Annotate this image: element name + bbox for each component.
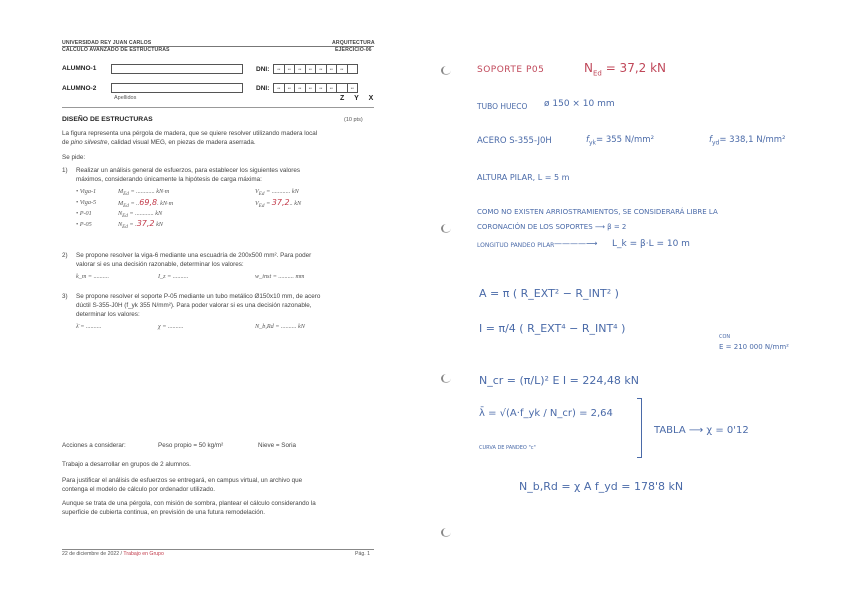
ned-sub: Ed bbox=[592, 69, 602, 78]
bracing-line-2: CORONACIÓN DE LOS SOPORTES ⟶ β = 2 bbox=[477, 223, 627, 231]
m-label: M bbox=[118, 188, 124, 195]
fyk-line bbox=[586, 135, 654, 147]
ned-value: = 37,2 kN bbox=[605, 61, 667, 75]
bracket bbox=[637, 398, 642, 458]
ned-line bbox=[584, 61, 666, 77]
note-3a: Aunque se trata de una pérgola, con misión de sombra, plantear el cálculo considerando la bbox=[62, 500, 316, 507]
intro-text: , calidad visual MEG, en piezas de madera aserrada. bbox=[107, 139, 256, 146]
buckling-label: LONGITUD PANDEO PILAR bbox=[477, 242, 555, 249]
actions-self-weight: Peso propio = 50 kg/m² bbox=[158, 442, 224, 449]
actions-snow: Nieve = Soria bbox=[258, 442, 296, 449]
v-sub: Ed bbox=[258, 203, 265, 210]
v-unit: kN bbox=[291, 188, 299, 195]
intro-text: de bbox=[62, 139, 71, 146]
con-label: CON bbox=[719, 334, 731, 340]
q1-number: 1) bbox=[62, 167, 68, 174]
q3-field-1: λ̄ = .......... bbox=[76, 323, 102, 330]
q3-number: 3) bbox=[62, 293, 68, 300]
q3-text-3: determinar los valores: bbox=[76, 311, 140, 318]
lambda-formula: λ̄ = √(A·f_yk / N_cr) = 2,64 bbox=[479, 408, 613, 419]
q1-row-4-element: • P-05 bbox=[76, 221, 92, 228]
exercise-id: EJERCICIO-06 bbox=[335, 47, 372, 53]
exercise-sheet bbox=[0, 0, 420, 599]
se-pide: Se pide: bbox=[62, 154, 86, 161]
section-rule bbox=[62, 107, 374, 108]
q1-row-2-m: $M_{Ed} = ..69,8$. kN·m bbox=[118, 198, 174, 210]
q3-field-2: χ = .......... bbox=[158, 323, 184, 330]
nbrd-formula: N_b,Rd = χ A f_yd = 178'8 kN bbox=[519, 480, 684, 493]
binder-hole-icon bbox=[441, 224, 451, 233]
q3-text-2: dúctil S-355-J0H (f_yk 355 N/mm²). Para poder valorar si es una decisión razonable, bbox=[76, 302, 312, 309]
q1-row-4-n: $N_{Ed} = .37,2$ kN bbox=[118, 219, 163, 231]
n-unit: kN bbox=[155, 210, 163, 217]
m-unit: kN·m bbox=[156, 188, 170, 195]
dni-letter-legend: Z Y X bbox=[340, 95, 378, 102]
q1-row-1-v: $V_{Ed}$ = ............ kN bbox=[255, 188, 299, 198]
dni-cell[interactable]: ** bbox=[350, 86, 354, 91]
q1-row-1-element: • Viga-1 bbox=[76, 188, 97, 195]
section-points: (10 pts) bbox=[344, 117, 363, 123]
student-2-label: ALUMNO-2 bbox=[62, 85, 97, 92]
inertia-formula: I = π/4 ( R_EXT⁴ − R_INT⁴ ) bbox=[479, 322, 626, 335]
fyd-sub: yd bbox=[712, 139, 720, 147]
student-1-dni-field[interactable] bbox=[273, 64, 358, 74]
student-1-label: ALUMNO-1 bbox=[62, 65, 97, 72]
m-sub: Ed bbox=[123, 203, 129, 210]
fyk-value: = 355 N/mm² bbox=[596, 135, 654, 145]
dni-cell[interactable]: ** bbox=[327, 65, 338, 73]
q3-text-1: Se propone resolver el soporte P-05 mediante un tubo metálico Ø150x10 mm, de acero bbox=[76, 293, 321, 300]
footer-date: 22 de diciembre de 2022 / bbox=[62, 551, 122, 557]
note-3b: superficie de cubierta continua, en previsión de una futura remodelación. bbox=[62, 509, 266, 516]
n-sub: Ed bbox=[122, 213, 128, 220]
dni-cell[interactable]: ** bbox=[285, 65, 296, 73]
support-title: SOPORTE P05 bbox=[477, 65, 545, 75]
dni-cell[interactable]: ** bbox=[295, 84, 306, 92]
dni-cell[interactable] bbox=[337, 84, 348, 92]
q1-text-2: máximos, considerando únicamente la hipótesis de carga máxima: bbox=[76, 176, 262, 183]
v-label: V bbox=[255, 200, 259, 207]
handwritten-answer[interactable]: 37,2 bbox=[136, 219, 155, 228]
intro-line-2 bbox=[62, 138, 256, 147]
binder-hole-icon bbox=[441, 66, 451, 75]
dni-cell[interactable]: ** bbox=[274, 84, 285, 92]
university-name: UNIVERSIDAD REY JUAN CARLOS bbox=[62, 40, 152, 46]
q1-row-3-n: $N_{Ed}$ = ............ kN bbox=[118, 210, 163, 220]
footer-left bbox=[62, 551, 164, 557]
n-sub: Ed bbox=[122, 224, 128, 231]
steel-label: ACERO S-355-J0H bbox=[477, 136, 552, 146]
q2-number: 2) bbox=[62, 252, 68, 259]
v-label: V bbox=[255, 188, 259, 195]
intro-italic: pino silvestre bbox=[70, 139, 108, 146]
dni-cell[interactable]: ** bbox=[327, 84, 338, 92]
fyk-symbol: f bbox=[586, 135, 589, 145]
degree-name: ARQUITECTURA bbox=[332, 40, 375, 46]
table-chi: TABLA ⟶ χ = 0'12 bbox=[654, 425, 749, 436]
handwritten-solution-sheet bbox=[424, 0, 848, 599]
student-2-dni-label: DNI: bbox=[256, 85, 270, 92]
dni-cell[interactable]: ** bbox=[316, 84, 327, 92]
n-label: N bbox=[118, 221, 123, 228]
surname-hint: Apellidos bbox=[114, 95, 137, 101]
fyd-symbol: f bbox=[709, 135, 712, 145]
actions-label: Acciones a considerar: bbox=[62, 442, 126, 449]
fyd-value: = 338,1 N/mm² bbox=[719, 135, 786, 145]
fyk-sub: yk bbox=[589, 139, 597, 147]
dni-cell[interactable]: ** bbox=[274, 65, 285, 73]
v-unit: kN bbox=[294, 200, 302, 207]
intro-line-1: La figura representa una pérgola de madera, que se quiere resolver utilizando madera local bbox=[62, 130, 318, 137]
page-number: Pág. 1 bbox=[355, 551, 370, 557]
student-2-name-field[interactable] bbox=[111, 83, 243, 93]
q2-field-3: w_inst = .......... mm bbox=[255, 273, 305, 280]
buckling-arrow: ————⟶ bbox=[554, 239, 598, 248]
dni-cell[interactable]: ** bbox=[285, 84, 296, 92]
tube-label: TUBO HUECO bbox=[477, 102, 528, 111]
student-1-name-field[interactable] bbox=[111, 64, 243, 74]
m-unit: kN·m bbox=[160, 200, 174, 207]
fyd-line bbox=[709, 135, 785, 147]
buckling-curve: CURVA DE PANDEO "c" bbox=[479, 445, 536, 451]
q2-text-2: valorar si es una decisión razonable, determinar los valores: bbox=[76, 261, 244, 268]
n-label: N bbox=[118, 210, 123, 217]
tube-value: ø 150 × 10 mm bbox=[544, 99, 615, 109]
q1-row-1-m: $M_{Ed}$ = ............ kN·m bbox=[118, 188, 170, 198]
student-1-dni-label: DNI: bbox=[256, 66, 270, 73]
pillar-height: ALTURA PILAR, L = 5 m bbox=[477, 173, 570, 182]
n-unit: kN bbox=[156, 221, 163, 228]
q3-field-3: N_b,Rd = .......... kN bbox=[255, 323, 305, 330]
course-name: CÁLCULO AVANZADO DE ESTRUCTURAS bbox=[62, 47, 170, 53]
footer-tag: Trabajo en Grupo bbox=[123, 551, 164, 557]
elastic-modulus: E = 210 000 N/mm² bbox=[719, 343, 789, 351]
dni-cell[interactable]: ** bbox=[337, 65, 348, 73]
v-sub: Ed bbox=[258, 191, 265, 198]
q1-row-3-element: • P-01 bbox=[76, 210, 92, 217]
footer-rule bbox=[62, 549, 374, 550]
ned-symbol: N bbox=[584, 61, 593, 75]
binder-hole-icon bbox=[441, 374, 451, 383]
buckling-length: L_k = β·L = 10 m bbox=[612, 239, 690, 249]
note-1: Trabajo a desarrollar en grupos de 2 alumnos. bbox=[62, 461, 191, 468]
dni-cell[interactable]: ** bbox=[306, 84, 317, 92]
note-2b: contenga el modelo de cálculo por ordenador utilizado. bbox=[62, 486, 215, 493]
area-formula: A = π ( R_EXT² − R_INT² ) bbox=[479, 287, 619, 300]
note-2a: Para justificar el análisis de esfuerzos se entregará, en campus virtual, un archivo que bbox=[62, 477, 303, 484]
dni-cell[interactable] bbox=[348, 65, 358, 73]
q1-row-2-element: • Viga-5 bbox=[76, 199, 97, 206]
student-2-dni-field[interactable] bbox=[273, 83, 358, 93]
q2-text-1: Se propone resolver la viga-6 mediante una escuadría de 200x500 mm². Para poder bbox=[76, 252, 312, 259]
q2-field-1: k_m = .......... bbox=[76, 273, 110, 280]
dni-cell[interactable]: ** bbox=[295, 65, 306, 73]
ncr-formula: N_cr = (π/L)² E I = 224,48 kN bbox=[479, 374, 639, 387]
binder-hole-icon bbox=[441, 528, 451, 537]
q1-row-2-v: $V_{Ed} = 37,2$.. kN bbox=[255, 198, 302, 210]
handwritten-answer[interactable]: 69,8 bbox=[139, 198, 158, 207]
m-label: M bbox=[118, 200, 124, 207]
m-sub: Ed bbox=[123, 191, 129, 198]
bracing-line-1: COMO NO EXISTEN ARRIOSTRAMIENTOS, SE CONSIDERARÁ LIBRE LA bbox=[477, 208, 718, 216]
section-title: DISEÑO DE ESTRUCTURAS bbox=[62, 116, 153, 123]
q2-field-2: I_z = .......... bbox=[158, 273, 189, 280]
q1-text-1: Realizar un análisis general de esfuerzos, para establecer los siguientes valores bbox=[76, 167, 301, 174]
handwritten-answer[interactable]: 37,2 bbox=[271, 198, 290, 207]
dni-cell[interactable]: ** bbox=[316, 65, 327, 73]
dni-cell[interactable]: ** bbox=[306, 65, 317, 73]
